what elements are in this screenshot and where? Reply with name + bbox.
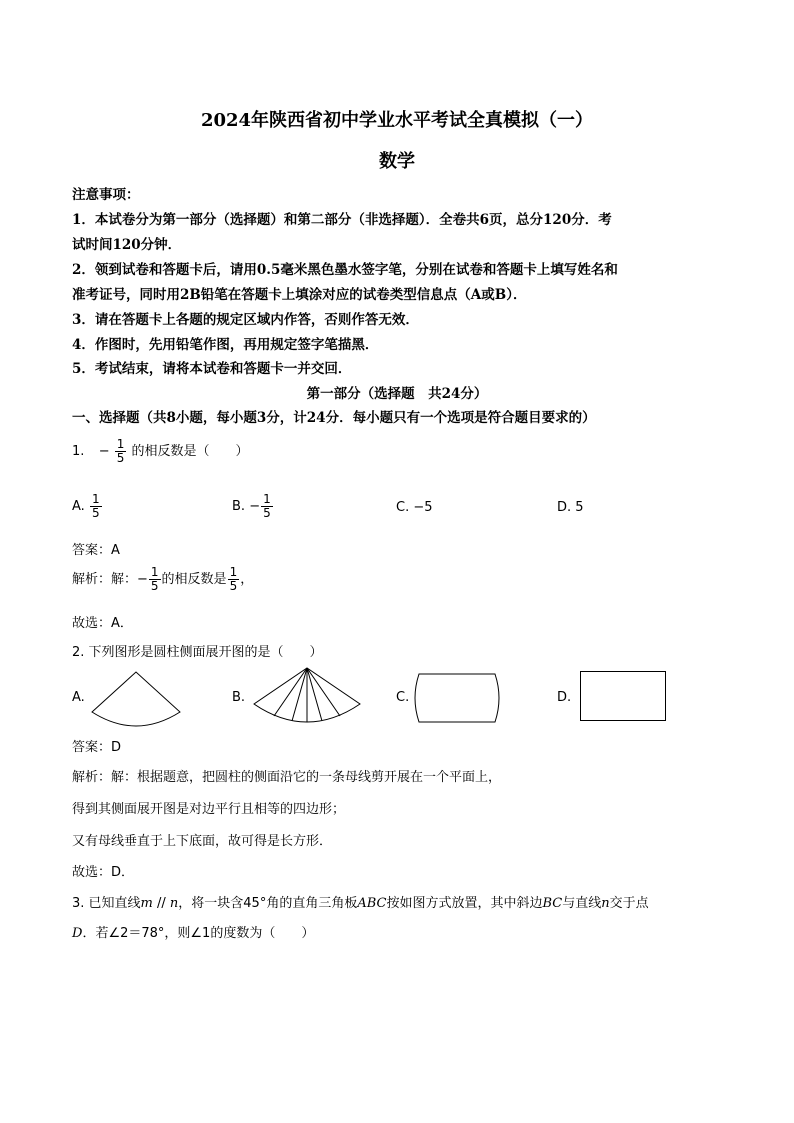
- q2-option-d-label: D.: [557, 690, 572, 705]
- q1-stem: [72, 438, 249, 466]
- q2-option-a-sector: [88, 668, 188, 728]
- q1-number: 1.: [72, 444, 85, 459]
- note-line-7: 5．考试结束，请将本试卷和答题卡一并交回．: [72, 361, 352, 377]
- q2-option-c-cylinder-shape: [413, 668, 503, 728]
- q1-minus: −: [98, 444, 110, 459]
- q2-option-c-label: C.: [396, 690, 410, 705]
- note-line-1: 1．本试卷分为第一部分（选择题）和第二部分（非选择题）．全卷共6页，总分120分．考: [72, 212, 612, 228]
- q2-option-b-sector: [250, 664, 365, 734]
- q2-analysis-1: 解析：解：根据题意，把圆柱的侧面沿它的一条母线剪开展在一个平面上，: [72, 770, 502, 785]
- notes-heading: 注意事项：: [72, 187, 140, 203]
- q3-stem-line-2: D．若∠2＝78°，则∠1的度数为（ ）: [72, 926, 315, 941]
- note-line-5: 3．请在答题卡上各题的规定区域内作答，否则作答无效．: [72, 312, 419, 328]
- section-heading: 一、选择题（共8小题，每小题3分，计24分．每小题只有一个选项是符合题目要求的）: [72, 410, 596, 426]
- q2-analysis-2: 得到其侧面展开图是对边平行且相等的四边形；: [72, 802, 346, 817]
- q2-option-b-label: B.: [232, 690, 246, 705]
- q1-analysis: 解析：解：− $\frac{1}{5}$ 的相反数是 $\frac{1}{5}$ ，: [72, 565, 254, 593]
- q1-option-b: B. − $\frac{1}{5}$: [232, 492, 271, 520]
- note-line-4: 准考证号，同时用2B铅笔在答题卡上填涂对应的试卷类型信息点（A或B）．: [72, 287, 527, 303]
- q1-option-d: D. 5: [557, 500, 584, 515]
- q2-option-d-rectangle: [580, 671, 668, 723]
- q2-analysis-3: 又有母线垂直于上下底面，故可得是长方形．: [72, 834, 333, 849]
- q1-option-c: C. −5: [396, 500, 433, 515]
- q2-choice: 故选：D．: [72, 865, 135, 880]
- part1-heading: 第一部分（选择题 共24分）: [306, 386, 488, 402]
- q2-answer: 答案：D: [72, 740, 122, 755]
- q2-option-a-label: A.: [72, 690, 85, 705]
- q3-stem-line-1: 3. 已知直线m // n，将一块含45°角的直角三角板ABC按如图方式放置，其中斜边BC与直线n交于点: [72, 896, 649, 911]
- note-line-3: 2．领到试卷和答题卡后，请用0.5毫米黑色墨水签字笔，分别在试卷和答题卡上填写姓名和: [72, 262, 618, 278]
- q1-choice: 故选：A．: [72, 616, 133, 631]
- q1-stem-text: 的相反数是（ ）: [131, 444, 249, 459]
- exam-title: 2024年陕西省初中学业水平考试全真模拟（一）: [200, 110, 594, 131]
- q2-stem: 2. 下列图形是圆柱侧面展开图的是（ ）: [72, 645, 323, 660]
- q1-option-a: A. $\frac{1}{5}$: [72, 492, 100, 520]
- q1-fraction: $\frac{1}{5}$: [116, 437, 125, 465]
- note-line-6: 4．作图时，先用铅笔作图，再用规定签字笔描黑．: [72, 337, 379, 353]
- q1-answer: 答案：A: [72, 543, 120, 558]
- subject-title: 数学: [379, 151, 415, 172]
- note-line-2: 试时间120分钟．: [72, 237, 182, 253]
